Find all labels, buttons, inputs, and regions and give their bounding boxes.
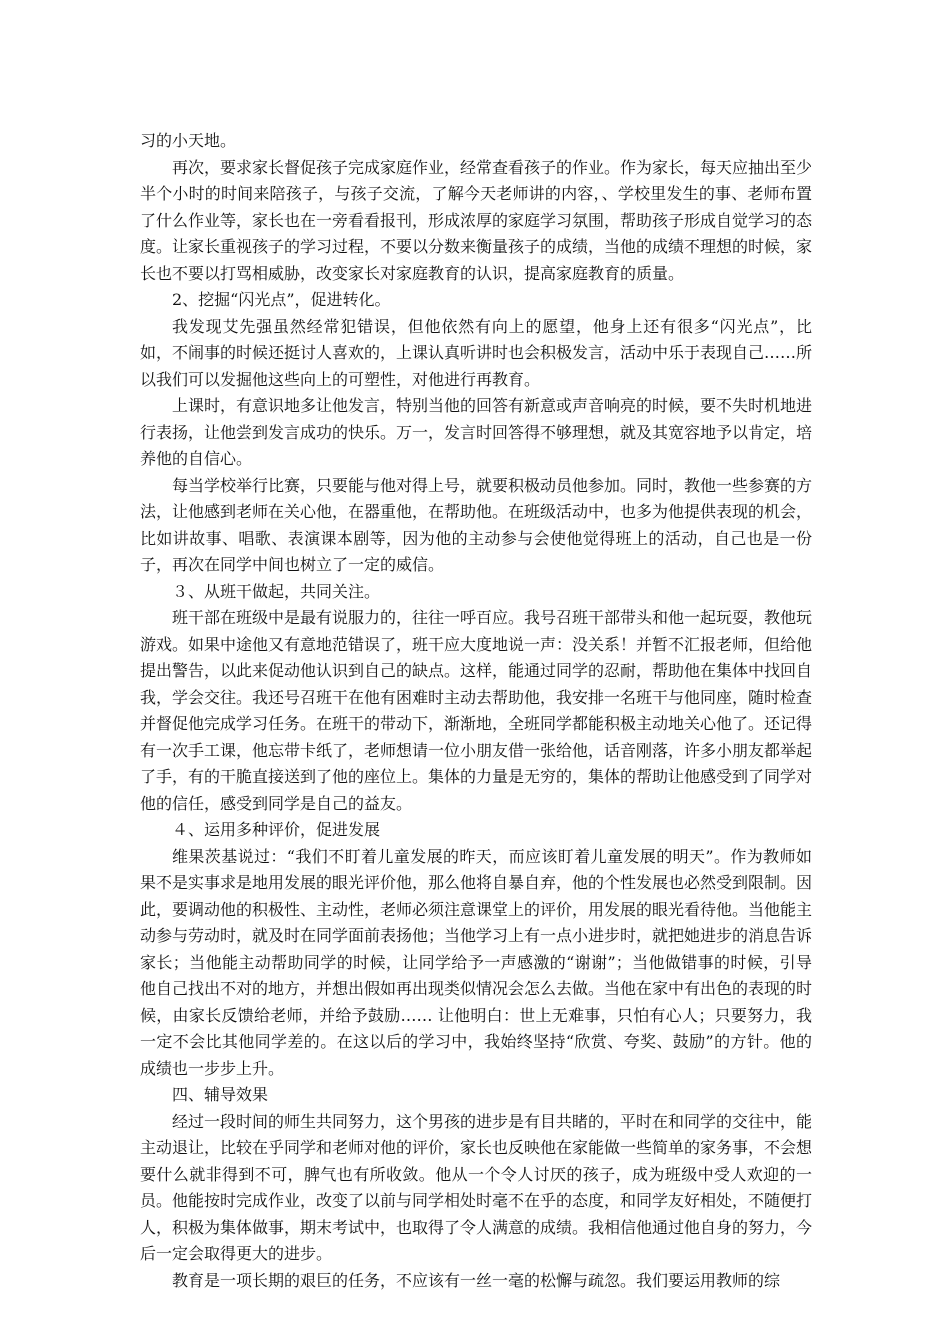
paragraph-4: 上课时，有意识地多让他发言，特别当他的回答有新意或声音响亮的时候，要不失时机地进行表扬，让他尝到发言成功的快乐。万一，发言时回答得不够理想，就及其宽容地予以肯定，培养他的自信心。 [140, 396, 813, 468]
paragraph-3: 我发现艾先强虽然经常犯错误，但他依然有向上的愿望，他身上还有很多“闪光点”，比如，不闹事的时候还挺讨人喜欢的，上课认真听讲时也会积极发言，活动中乐于表现自己……所以我们可以发掘他这些向上的可塑性，对他进行再教育。 [140, 316, 813, 389]
paragraph-8: 经过一段时间的师生共同努力，这个男孩的进步是有目共睹的，平时在和同学的交往中，能主动退让，比较在乎同学和老师对他的评价，家长也反映他在家能做一些简单的家务事，不会想要什么就非得到不可，脾气也有所收敛。他从一个令人讨厌的孩子，成为班级中受人欢迎的一员。他能按时完成作业，改变了以前与同学相处时毫不在乎的态度，和同学友好相处，不随便打人，积极为集体做事，期末考试中，也取得了令人满意的成绩。我相信他通过他自身的努力，今后一定会取得更大的进步。 [140, 1111, 813, 1263]
section-heading-3: ３、从班干做起，共同关注。 [172, 581, 381, 601]
section-heading-results: 四、辅导效果 [172, 1085, 269, 1104]
paragraph-6: 班干部在班级中是最有说服力的，往往一呼百应。我号召班干部带头和他一起玩耍，教他玩游戏。如果中途他又有意地范错误了，班干应大度地说一声：没关系！并暂不汇报老师，但给他提出警告，以此来促动他认识到自己的缺点。这样，能通过同学的忍耐，帮助他在集体中找回自我，学会交往。我还号召班干在他有困难时主动去帮助他，我安排一名班干与他同座，随时检查并督促他完成学习任务。在班干的带动下，渐渐地，全班同学都能积极主动地关心他了。还记得有一次手工课，他忘带卡纸了，老师想请一位小朋友借一张给他，话音刚落，许多小朋友都举起了手，有的干脆直接送到了他的座位上。集体的力量是无穷的，集体的帮助让他感受到了同学对他的信任，感受到同学是自己的益友。 [140, 608, 813, 813]
paragraph-5: 每当学校举行比赛，只要能与他对得上号，就要积极动员他参加。同时，教他一些参赛的方法，让他感到老师在关心他，在器重他，在帮助他。在班级活动中，也多为他提供表现的机会，比如讲故事、唱歌、表演课本剧等，因为他的主动参与会使他觉得班上的活动，自己也是一份子，再次在同学中间也树立了一定的威信。 [140, 475, 813, 574]
paragraph-2: 再次，要求家长督促孩子完成家庭作业，经常查看孩子的作业。作为家长，每天应抽出至少半个小时的时间来陪孩子，与孩子交流，了解今天老师讲的内容，、学校里发生的事、老师布置了什么作业等，家长也在一旁看看报刊，形成浓厚的家庭学习氛围，帮助孩子形成自觉学习的态度。让家长重视孩子的学习过程，不要以分数来衡量孩子的成绩，当他的成绩不理想的时候，家长也不要以打骂相威胁，改变家长对家庭教育的认识，提高家庭教育的质量。 [140, 157, 813, 283]
paragraph-1: 习的小天地。 [140, 131, 237, 150]
paragraph-9: 教育是一项长期的艰巨的任务，不应该有一丝一毫的松懈与疏忽。我们要运用教师的综 [172, 1270, 781, 1290]
document-body [140, 128, 812, 1294]
paragraph-7: 维果茨基说过：“我们不盯着儿童发展的昨天，而应该盯着儿童发展的明天”。作为教师如果不是实事求是地用发展的眼光评价他，那么他将自暴自弃，他的个性发展也必然受到限制。因此，要调动他的积极性、主动性，老师必须注意课堂上的评价，用发展的眼光看待他。当他能主动参与劳动时，就及时在同学面前表扬他；当他学习上有一点小进步时，就把她进步的消息告诉家长；当他能主动帮助同学的时候，让同学给予一声感激的“谢谢”；当他做错事的时候，引导他自己找出不对的地方，并想出假如再出现类似情况会怎么去做。当他在家中有出色的表现的时候，由家长反馈给老师，并给予鼓励…… 让他明白：世上无难事，只怕有心人；只要努力，我一定不会比其他同学差的。在这以后的学习中，我始终坚持“欣赏、夸奖、鼓励”的方针。他的成绩也一步步上升。 [140, 846, 813, 1078]
section-heading-2: 2、挖掘“闪光点”，促进转化。 [172, 290, 391, 309]
section-heading-4: ４、运用多种评价，促进发展 [172, 820, 381, 839]
